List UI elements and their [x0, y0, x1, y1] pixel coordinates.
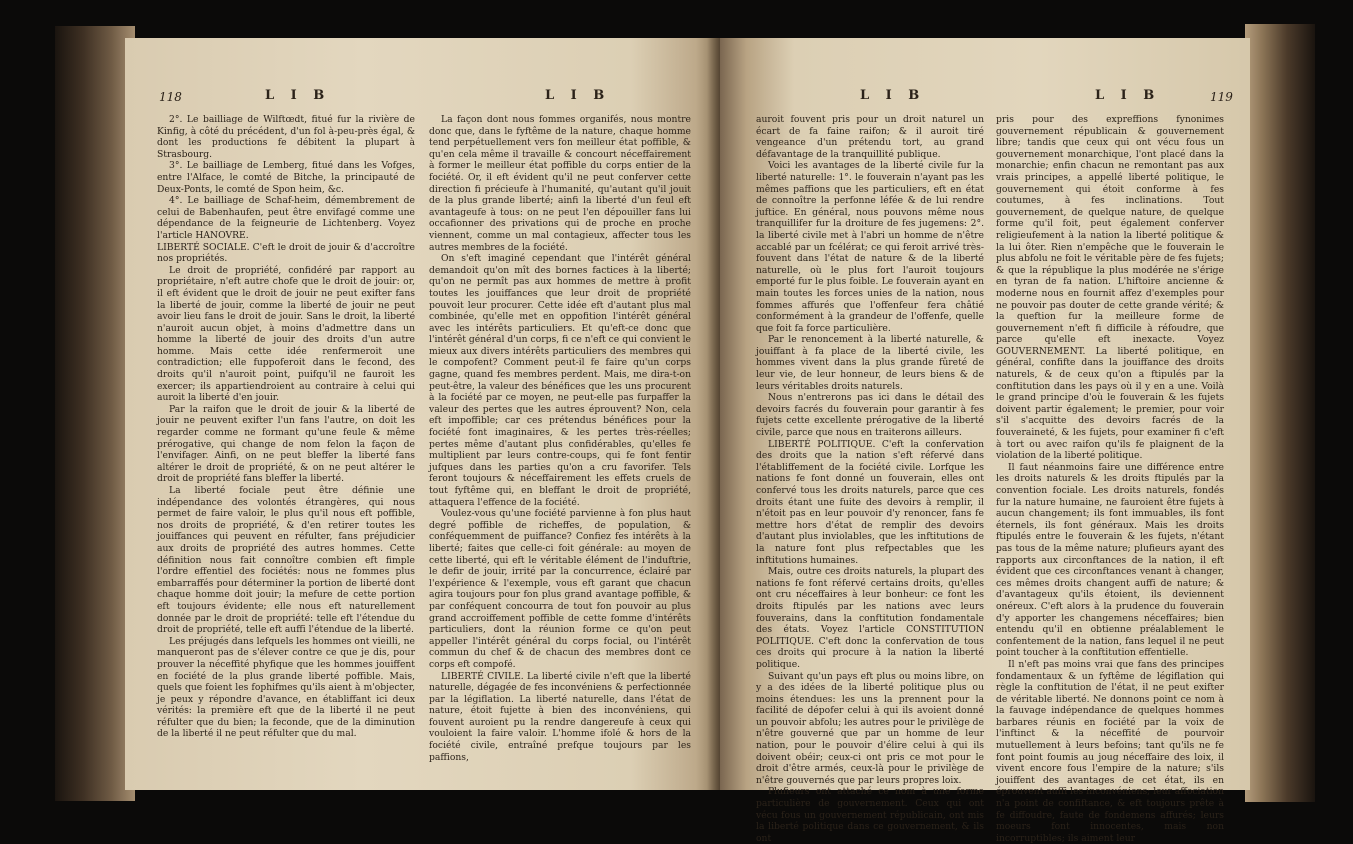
paragraph: On s'eft imaginé cependant que l'intérêt général demandoit qu'on mît des bornes factices à la liberté; qu'on ne permît pas aux hommes de mettre à profit toutes les jouiffances que leur droit de propriété pouvoit leur procurer. Cette idée eft d'autant plus mal combinée, qu'elle met en oppofition l'intérêt général avec les intérêts particuliers. Et qu'eft-ce donc que l'intérêt général d'un corps, fi ce n'eft ce qui convient le mieux aux divers intérêts particuliers des membres qui le compofent? Comment peut-il fe faire qu'un corps gagne, quand fes membres perdent. Mais, me dira-t-on peut-être, la valeur des bénéfices que les uns procurent à la fociété par ce moyen, ne peut-elle pas furpaffer la valeur des pertes que les autres éprouvent? Non, cela eft impoffible; car ces prétendus bénéfices pour la fociété font imaginaires, & les pertes très-réelles; pertes même d'autant plus confidérables, qu'elles fe multiplient par leurs contre-coups, qui fe font fentir jufques dans les parties qu'on a cru favorifer. Tels feront toujours & néceffairement les effets cruels de tout fyftême qui, en bleffant le droit de propriété, attaquera l'effence de la fociété.	[429, 253, 691, 508]
left-page-column-2	[429, 114, 691, 790]
running-head-right-col1: L I B	[860, 88, 926, 103]
paragraph: auroit fouvent pris pour un droit naturel un écart de fa faine raifon; & il auroit tiré vengeance d'un prétendu tort, au grand défavantage de la tranquillité publique.	[756, 114, 984, 160]
paragraph: Plufieurs ont attaché ce nom à une forme particulière de gouvernement. Ceux qui ont vécu fous un gouvernement républicain, ont mis la liberté politique dans ce gouvernement, & ils ont	[756, 786, 984, 844]
paragraph: La façon dont nous fommes organifés, nous montre donc que, dans le fyftême de la nature, chaque homme tend perpétuellement vers fon meilleur état poffible, & qu'en cela même il travaille & concourt néceffairement à former le meilleur état poffible du corps entier de la fociété. Or, il eft évident qu'il ne peut conferver cette direction fi précieufe à l'humanité, qu'autant qu'il jouit de la plus grande liberté; ainfi la liberté d'un feul eft avantageufe à tous: on ne peut l'en dépouiller fans lui occafionner des privations qui de proche en proche viennent, comme un mal contagieux, affecter tous les autres membres de la fociété.	[429, 114, 691, 253]
paragraph: La liberté fociale peut être définie une indépendance des volontés étrangères, qui nous permet de faire valoir, le plus qu'il nous eft poffible, nos droits de propriété, & d'en retirer toutes les jouiffances qui peuvent en réfulter, fans préjudicier aux droits de propriété des autres hommes. Cette définition nous fait connoître combien eft fimple l'ordre effentiel des fociétés: nous ne fommes plus embarraffés pour déterminer la portion de liberté dont chaque homme doit jouir; la mefure de cette portion eft toujours évidente; elle nous eft naturellement donnée par le droit de propriété: telle eft l'étendue du droit de propriété, telle eft auffi l'étendue de la liberté.	[157, 485, 415, 636]
paragraph: Mais, outre ces droits naturels, la plupart des nations fe font réfervé certains droits, qu'elles ont cru néceffaires à leur bonheur: ce font les droits ftipulés par les nations avec leurs fouverains, dans la conftitution fondamentale des états. Voyez l'article CONSTITUTION POLITIQUE. C'eft donc la confervation de tous ces droits qui procure à la nation la liberté politique.	[756, 566, 984, 670]
paragraph: Il n'eft pas moins vrai que fans des principes fondamentaux & un fyftême de légiflation qui règle la conftitution de l'état, il ne peut exifter de véritable liberté. Ne donnons point ce nom à la fauvage indépendance de quelques hommes barbares réunis en fociété par la voix de l'inftinct & la néceffité de pourvoir mutuellement à leurs befoins; tant qu'ils ne fe font point foumis au joug néceffaire des loix, il vivent encore fous l'empire de la nature; s'ils jouiffent des avantages de cet état, ils en éprouvent auffi les inconvéniens; leur affociation n'a point de confiftance, & eft toujours prête à fe diffoudre, faute de fondemens affurés; leurs moeurs font innocentes, mais non incorruptibles; ils aiment leur	[996, 658, 1224, 844]
left-page-column-1	[157, 114, 415, 790]
paragraph: Voici les avantages de la liberté civile fur la liberté naturelle: 1°. le fouverain n'ayant pas les mêmes paffions que les particuliers, eft en état de connoître la perfonne léfée & de lui rendre juftice. En général, nous pouvons même nous tranquillifer fur la droiture de fes jugemens: 2°. la liberté civile met à l'abri un homme de n'être accablé par un fcélérat; ce qui feroit arrivé très-fouvent dans l'état de nature & de la liberté naturelle, où le plus fort l'auroit toujours emporté fur le plus foible. Le fouverain ayant en main toutes les forces unies de la nation, nous fommes affurés que l'offenfeur fera châtié conformément à la grandeur de l'offenfe, quelle que foit fa force particulière.	[756, 160, 984, 334]
running-head-right-col2: L I B	[1095, 88, 1161, 103]
left-page	[125, 38, 720, 790]
paragraph: 3°. Le bailliage de Lemberg, fitué dans les Vofges, entre l'Alface, le comté de Bitche, la principauté de Deux-Ponts, le comté de Spon heim, &c.	[157, 160, 415, 195]
page-number-left: 118	[159, 90, 182, 104]
entry-heading-liberte-civile: LIBERTÉ CIVILE. La liberté civile n'eft que la liberté naturelle, dégagée de fes inconvéniens & perfectionnée par la légiflation. La liberté naturelle, dans l'état de nature, étoit fujette à bien des inconvéniens, qui fouvent auroient pu la rendre dangereufe à ceux qui vouloient la faire valoir. L'homme ifolé & hors de la fociété civile, entraîné prefque toujours par les paffions,	[429, 670, 691, 763]
right-page	[720, 38, 1250, 844]
paragraph: Voulez-vous qu'une fociété parvienne à fon plus haut degré poffible de richeffes, de population, & conféquemment de puiffance? Confiez fes intérêts à la liberté; faites que celle-ci foit générale: au moyen de cette liberté, qui eft le véritable élément de l'induftrie, le defir de jouir, irrité par la concurrence, éclairé par l'expérience & l'exemple, vous eft garant que chacun agira toujours pour fon plus grand avantage poffible, & par conféquent concourra de tout fon pouvoir au plus grand accroiffement poffible de cette fomme d'intérêts particuliers, dont la réunion forme ce qu'on peut appeller l'intérêt général du corps focial, ou l'intérêt commun du chef & de chacun des membres dont ce corps eft compofé.	[429, 508, 691, 670]
paragraph: Le droit de propriété, confidéré par rapport au propriétaire, n'eft autre chofe que le droit de jouir: or, il eft évident que le droit de jouir ne peut exifter fans la liberté de jouir, comme la liberté de jouir ne peut avoir lieu fans le droit de jouir. Sans le droit, la liberté n'auroit aucun objet, à moins d'admettre dans un homme la liberté de jouir des droits d'un autre homme. Mais cette idée renfermeroit une contradiction; elle fuppoferoit dans le fecond, des droits qu'il n'auroit point, puifqu'il ne fauroit les exercer; ils appartiendroient au contraire à celui qui auroit la liberté d'en jouir.	[157, 264, 415, 404]
paragraph: Il faut néanmoins faire une différence entre les droits naturels & les droits ftipulés par la convention fociale. Les droits naturels, fondés fur la nature humaine, ne fauroient être fujets à aucun changement; ils font immuables, ils font éternels, ils font généraux. Mais les droits ftipulés entre le fouverain & les fujets, n'étant pas tous de la même nature; plufieurs ayant des rapports aux circonftances de la nation, il eft évident que ces circonftances venant à changer, ces mêmes droits changent auffi de nature; & d'avantageux qu'ils étoient, ils deviennent onéreux. C'eft alors à la prudence du fouverain d'y apporter les changemens néceffaires; bien entendu qu'il en obtienne préalablement le confentement de la nation, fans lequel il ne peut point toucher à la conftitution effentielle.	[996, 461, 1224, 659]
running-head-left-col2: L I B	[545, 88, 611, 103]
entry-heading-liberte-politique: LIBERTÉ POLITIQUE. C'eft la confervation des droits que la nation s'eft réfervé dans l'établiffement de la fociété civile. Lorfque les nations fe font donné un fouverain, elles ont confervé tous les droits naturels, parce que ces droits étant une fuite des devoirs à remplir, il n'étoit pas en leur pouvoir d'y renoncer, fans fe mettre hors d'état de remplir des devoirs d'autant plus inviolables, que les inftitutions de la nature font plus refpectables que les inftitutions humaines.	[756, 438, 984, 566]
book-edge-right	[1245, 24, 1315, 802]
entry-heading-liberte-sociale: LIBERTÉ SOCIALE. C'eft le droit de jouir & d'accroître nos propriétés.	[157, 241, 415, 265]
paragraph: Suivant qu'un pays eft plus ou moins libre, on y a des idées de la liberté politique plus ou moins étendues: les uns la prennent pour la facilité de dépofer celui à qui ils avoient donné un pouvoir abfolu; les autres pour le privilège de n'être gouverné que par un homme de leur nation, pour le pouvoir d'élire celui à qui ils doivent obéir; ceux-ci ont pris ce mot pour le droit d'être armés, ceux-là pour le privilège de n'être gouvernés que par leurs propres loix.	[756, 670, 984, 786]
paragraph: 4°. Le bailliage de Schaf-heim, démembrement de celui de Babenhaufen, peut être envifagé comme une dépendance de la feigneurie de Lichtenberg. Voyez l'article HANOVRE.	[157, 195, 415, 241]
open-book	[55, 18, 1315, 844]
running-head-left-col1: L I B	[265, 88, 331, 103]
right-page-column-2	[996, 114, 1224, 844]
paragraph: pris pour des expreffions fynonimes gouvernement républicain & gouvernement libre; tandis que ceux qui ont vécu fous un gouvernement monarchique, l'ont placé dans la monarchie; enfin chacun ne remontant pas aux vrais principes, a appellé liberté politique, le gouvernement qui étoit conforme à fes coutumes, à fes inclinations. Tout gouvernement, de quelque nature, de quelque forme qu'il foit, peut également conferver religieufement à la nation la liberté politique & la lui ôter. Rien n'empêche que le fouverain le plus abfolu ne foit le véritable père de fes fujets; & que la république la plus modérée ne s'érige en tyran de fa nation. L'hiftoire ancienne & moderne nous en fournit affez d'exemples pour ne pouvoir pas douter de cette grande vérité; & la queftion fur la meilleure forme de gouvernement n'eft fi difficile à réfoudre, que parce qu'elle eft inexacte. Voyez GOUVERNEMENT. La liberté politique, en général, confifte dans la jouiffance des droits naturels, & de ceux qu'on a ftipulés par la conftitution dans les pays où il y en a une. Voilà le grand principe d'où le fouverain & les fujets doivent partir également; le premier, pour voir s'il s'acquitte des devoirs facrés de la fouveraineté, & les fujets, pour examiner fi c'eft à tort ou avec raifon qu'ils fe plaignent de la violation de la liberté politique.	[996, 114, 1224, 462]
paragraph: Les préjugés dans lefquels les hommes ont vieilli, ne manqueront pas de s'élever contre ce que je dis, pour prouver la néceffité phyfique que les hommes jouiffent en fociété de la plus grande liberté poffible. Mais, quels que foient les fophifmes qu'ils aient à m'objecter, je peux y répondre d'avance, en établiffant ici deux vérités: la première eft que de la liberté il ne peut réfulter que du bien; la feconde, que de la diminution de la liberté il ne peut réfulter que du mal.	[157, 635, 415, 740]
page-number-right: 119	[1210, 90, 1233, 104]
paragraph: Par le renoncement à la liberté naturelle, & jouiffant à fa place de la liberté civile, les hommes vivent dans la plus grande fûreté de leur vie, de leur honneur, de leurs biens & de leurs véritables droits naturels.	[756, 334, 984, 392]
book-edge-left	[55, 26, 135, 801]
paragraph: 2°. Le bailliage de Wilftœdt, fitué fur la rivière de Kinfig, à côté du précédent, d'un fol à-peu-près égal, & dont les productions fe débitent la plupart à Strasbourg.	[157, 114, 415, 160]
paragraph: Nous n'entrerons pas ici dans le détail des devoirs facrés du fouverain pour garantir à fes fujets cette excellente prérogative de la liberté civile, parce que nous en traiterons ailleurs.	[756, 392, 984, 439]
right-page-column-1	[756, 114, 984, 844]
paragraph: Par la raifon que le droit de jouir & la liberté de jouir ne peuvent exifter l'un fans l'autre, on doit les regarder comme ne formant qu'une feule & même prérogative, qui change de nom felon la façon de l'envifager. Ainfi, on ne peut bleffer la liberté fans altérer le droit de propriété, & on ne peut altérer le droit de propriété fans bleffer la liberté.	[157, 403, 415, 485]
